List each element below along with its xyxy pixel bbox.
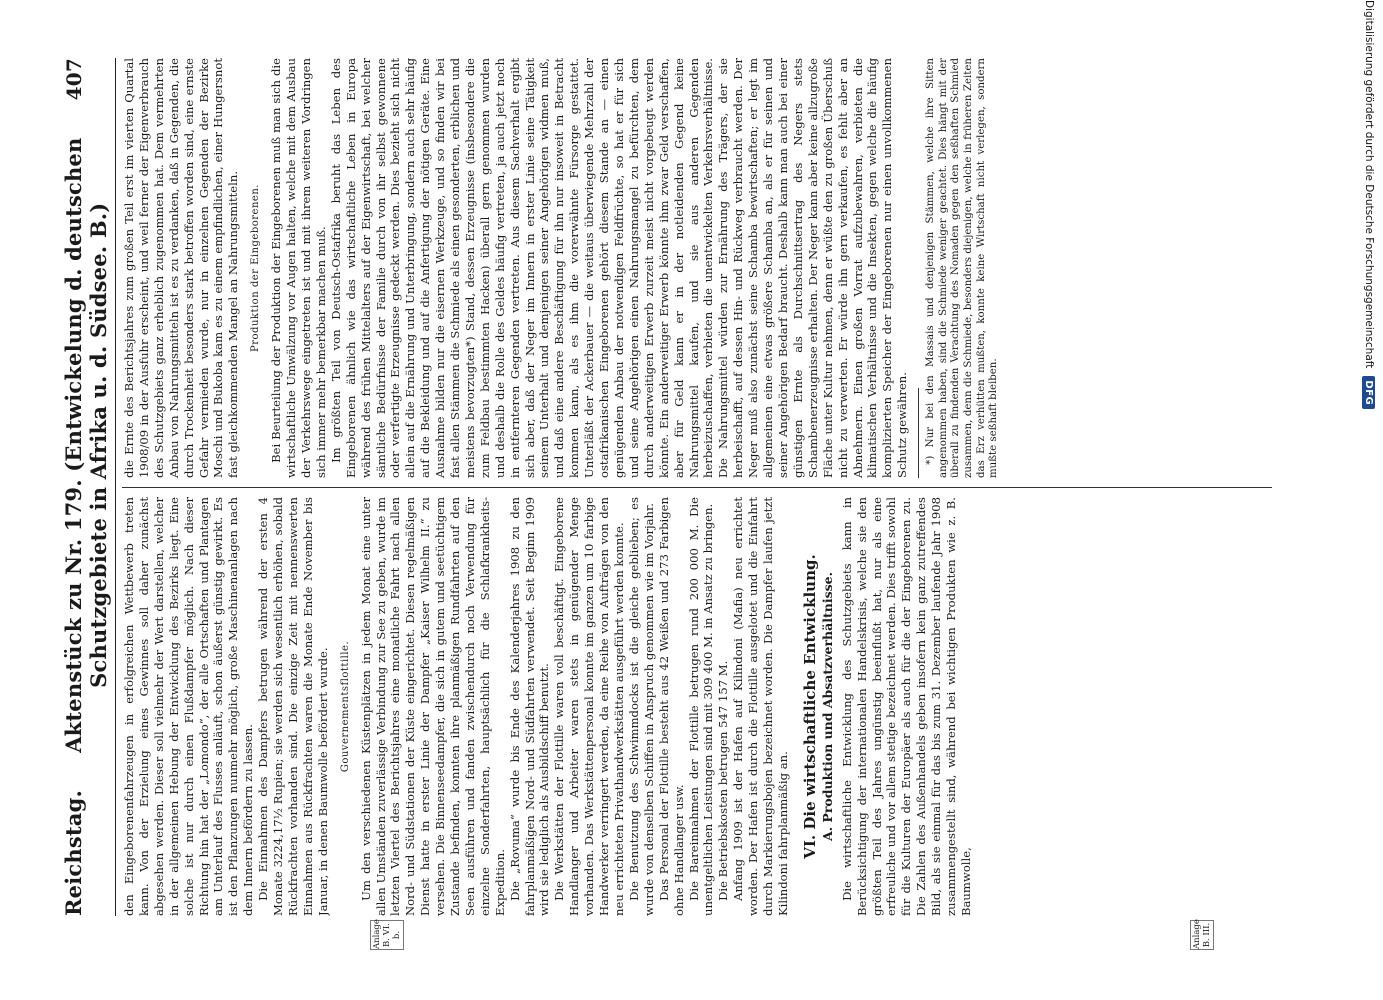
left-column [122,487,1272,916]
footnote: *) Nur bei den Massais und denjenigen Stämmen, welche ihre Sitten angenommen haben, sind die Schmiede weniger geachtet. Dies hängt mit der überall zu findenden Verachtung des Nomaden gegen den seßhaften Schmied zusammen, denn die Schmiede, besonders diejenigen, welche in früheren Zeiten das Erz verhütten mußten, konnte keine Wirtschaft nicht verlegen, sondern mußte seßhaft bleiben. [925,58,1000,478]
header-left: Reichstag. [61,790,86,916]
footnote-divider [918,388,919,478]
header-title: Aktenstück zu Nr. 179. (Entwickelung d. deutschen Schutzgebiete in Afrika u. d. Südsee. B.) [61,137,111,753]
digitization-credit [1356,0,1383,1000]
right-column [122,58,1272,487]
margin-note-anlage-b-iii: Anlage B. III. [1192,919,1212,949]
paragraph: Anfang 1909 ist der Hafen auf Kilindoni (Mafia) neu errichtet worden. Der Hafen ist durch die Flottille ausgelotet und die Einfahrt durch Markierungsbojen bezeichnet worden. Die Dampfer laufen jetzt Kilindoni fahrplanmäßig an. [731,497,790,916]
paragraph: Die Einnahmen des Dampfers betrugen während der ersten 4 Monate 3224,17½ Rupien; sie werden sich wesentlich erhöhen, sobald Rückfrachten vorhanden sind. Die einzige Zeit mit nennenswerten Einnahmen aus Rückfrachten waren die Monate Ende November bis Januar, in denen Baumwolle befördert wurde. [256,497,330,916]
paragraph: Die Werkstätten der Flottille waren voll beschäftigt. Eingeborene Handlanger und Arbeiter waren stets in genügender Menge vorhanden. Das Werkstättenpersonal konnte im ganzen um 10 farbige Handwerker verringert werden, da eine Reihe von Aufträgen von den neu errichteten Privathandwerkstätten ausgeführt werden konnte. [552,497,626,916]
subheading-eingeborene: Produktion der Eingeborenen. [250,184,262,352]
paragraph: Das Personal der Flottille besteht aus 42 Weißen und 273 Farbigen ohne Handlanger usw. [656,497,686,916]
dfg-logo-icon: DFG [1363,376,1376,409]
paragraph: Die „Rovuma“ wurde bis Ende des Kalenderjahres 1908 zu den fahrplanmäßigen Nord- und Südfahrten verwendet. Seit Beginn 1909 wird sie lediglich als Ausbildschiff benutzt. [507,497,552,916]
subsection-heading: A. Produktion und Absatzverhältnisse. [819,572,835,841]
paragraph: Die wirtschaftliche Entwicklung des Schutzgebiets kann in Berücksichtigung der internationalen Handelskrisis, welche sie den größten Teil des Jahres ungünstig beeinflußt hat, nur als eine erfreuliche und vor allem stetige bezeichnet werden. Dies trifft sowohl für die Kulturen der Europäer als auch für die der Eingeborenen zu. Die Zahlen des Außenhandels geben insofern kein ganz zutreffendes Bild, als sie einmal für das bis zum 31. Dezember laufende Jahr 1908 zusammengestellt sind, während bei wichtigen Produkten wie z. B. Baumwolle, [839,497,973,916]
section-heading: VI. Die wirtschaftliche Entwicklung. [800,554,819,859]
page-number: 407 [62,58,86,101]
text-columns [122,58,1272,949]
credit-text: Digitalisierung gefördert durch die Deutsche Forschungsgemeinschaft [1363,0,1375,369]
paragraph: den Eingeborenenfahrzeugen in erfolgreichen Wettbewerb treten kann. Von der Erzielung eines Gewinnes soll daher zunächst abgesehen werden. Dieser soll vielmehr der Wert darstellen, welcher in der allgemeinen Hebung der Entwicklung des Bezirks liegt. Eine solche ist nur durch einen Flußdampfer möglich. Nach dieser Richtung hin hat der „Lomondo“, der alle Ortschaften und Plantagen am Unterlauf des Flusses anläuft, schon äußerst günstig gewirkt. Es ist den Pflanzungen nunmehr möglich, große Maschinenanlagen nach dem Innern befördern zu lassen. [122,497,256,916]
document-page [51,50,1271,950]
page-header [61,58,116,916]
margin-note-anlage-b-vi: Anlage B. VI. b. [372,919,402,949]
paragraph: Die Betriebskosten betrugen 547 157 M. [716,660,731,901]
paragraph: die Ernte des Berichtsjahres zum großen Teil erst im vierten Quartal 1908/09 in der Ausfuhr erscheint, und weil ferner der Eigenverbrauch des Schutzgebiets ganz erheblich zugenommen hat. Dem vermehrten Anbau von Nahrungsmitteln ist es zu verdanken, daß in Gegenden, die durch Trockenheit besonders stark betroffen worden sind, eine ernste Gefahr vermieden wurde, nur in einzelnen Gegenden der Bezirke Moschi und Bukoba kam es zu einem empfindlichen, einer Hungersnot fast gleichkommenden Mangel an Nahrungsmitteln. [122,58,241,478]
subheading-flottille: Gouvernementsflottille. [339,640,351,773]
paragraph: Bei Beurteilung der Produktion der Eingeborenen muß man sich die wirtschaftliche Umwälzung vor Augen halten, welche mit dem Ausbau der Verkehrswege eingetreten ist und mit ihrem weiteren Vordringen sich immer mehr bemerkbar machen muß. [269,58,328,478]
paragraph: Die Benutzung des Schwimmdocks ist die gleiche geblieben; es wurde von denselben Schiffen in Anspruch genommen wie im Vorjahr. [626,497,656,916]
paragraph: Im größten Teil von Deutsch-Ostafrika beruht das Leben des Eingeborenen ähnlich wie das wirtschaftliche Leben in Europa während des frühen Mittelalters auf der Eigenwirtschaft, bei welcher sämtliche Bedürfnisse der Familie durch von ihr selbst gewonnene oder verfertigte Erzeugnisse gedeckt werden. Dies bezieht sich nicht allein auf die Ernährung und Unterbringung, sondern auch sehr häufig auf die Bekleidung und auf die Anfertigung der nötigen Geräte. Eine Ausnahme bilden nur die eisernen Werkzeuge, und so finden wir bei fast allen Stämmen die Schmiede als einen gesonderten, erblichen und meistens bevorzugten*) Stand, dessen Erzeugnisse (insbesondere die zum Feldbau bestimmten Hacken) überall gern genommen wurden und deshalb die Rolle des Geldes häufig vertreten, ja auch jetzt noch in entfernteren Gegenden vertreten. Aus diesem Sachverhalt ergibt sich aber, daß der Neger im Innern in erster Linie seine Tätigkeit seinem Unterhalt und demjenigen seiner Angehörigen widmen muß, und daß eine andere Beschäftigung für ihn nur insoweit in Betracht kommen kann, als es ihm die vorerwähnte Fürsorge gestattet. Unterläßt der Ackerbauer — die weitaus überwiegende Mehrzahl der ostafrikanischen Eingeborenen gehört diesem Stande an — einen genügenden Anbau der notwendigen Feldfrüchte, so hat er für sich und seine Angehörigen einen Nahrungsmangel zu befürchten, dem durch anderweitigen Erwerb zurzeit meist nicht vorgebeugt werden könnte. Ein anderweitiger Erwerb könnte ihm zwar Geld verschaffen, aber für Geld kann er in der notleidenden Gegend keine Nahrungsmittel kaufen, und sie aus anderen Gegenden herbeizuschaffen, verbieten die unentwickelten Verkehrsverhältnisse. Die Nahrungsmittel würden zur Ernährung des Trägers, der sie herbeischafft, auf dessen Hin- und Rückweg verbraucht werden. Der Neger muß also zunächst seine Schamba bewirtschaften; er legt im allgemeinen eine etwas größere Schamba an, als er für seinen und seiner Angehörigen Bedarf braucht. Deshalb kann man auch bei einer günstigen Ernte als Durchschnittsertrag des Negers stets Schambenerzeugnisse erhalten. Der Neger kann aber keine allzugroße Fläche unter Kultur nehmen, denn er wüßte den zu großen Überschuß nicht zu verwerten. Er würde ihn gern verkaufen, es fehlt aber an Abnehmern. Einen großen Vorrat aufzubewahren, verbieten die klimatischen Verhältnisse und die Insekten, gegen welche die häufig komplizierten Speicher der Eingeborenen nur einen unvollkommenen Schutz gewähren. [328,58,910,478]
paragraph: Die Bareinnahmen der Flottille betrugen rund 200 000 M. Die unentgeltlichen Leistungen sind mit 309 400 M. in Ansatz zu bringen. [686,497,716,916]
paragraph: Um den verschiedenen Küstenplätzen in jedem Monat eine unter allen Umständen zuverlässige Verbindung zur See zu geben, wurde im letzten Viertel des Berichtsjahres eine monatliche Fahrt nach allen Nord- und Südstationen der Küste eingerichtet. Diesen regelmäßigen Dienst hatte in erster Linie der Dampfer „Kaiser Wilhelm II.“ zu versehen. Die Binnenseedampfer, die sich in gutem und seetüchtigem Zustande befinden, konnten ihre planmäßigen Rundfahrten auf den Seen ausführen und fanden zwischendurch noch Verwendung für einzelne Sonderfahrten, hauptsächlich für die Schlafkrankheits-Expedition. [358,497,507,916]
